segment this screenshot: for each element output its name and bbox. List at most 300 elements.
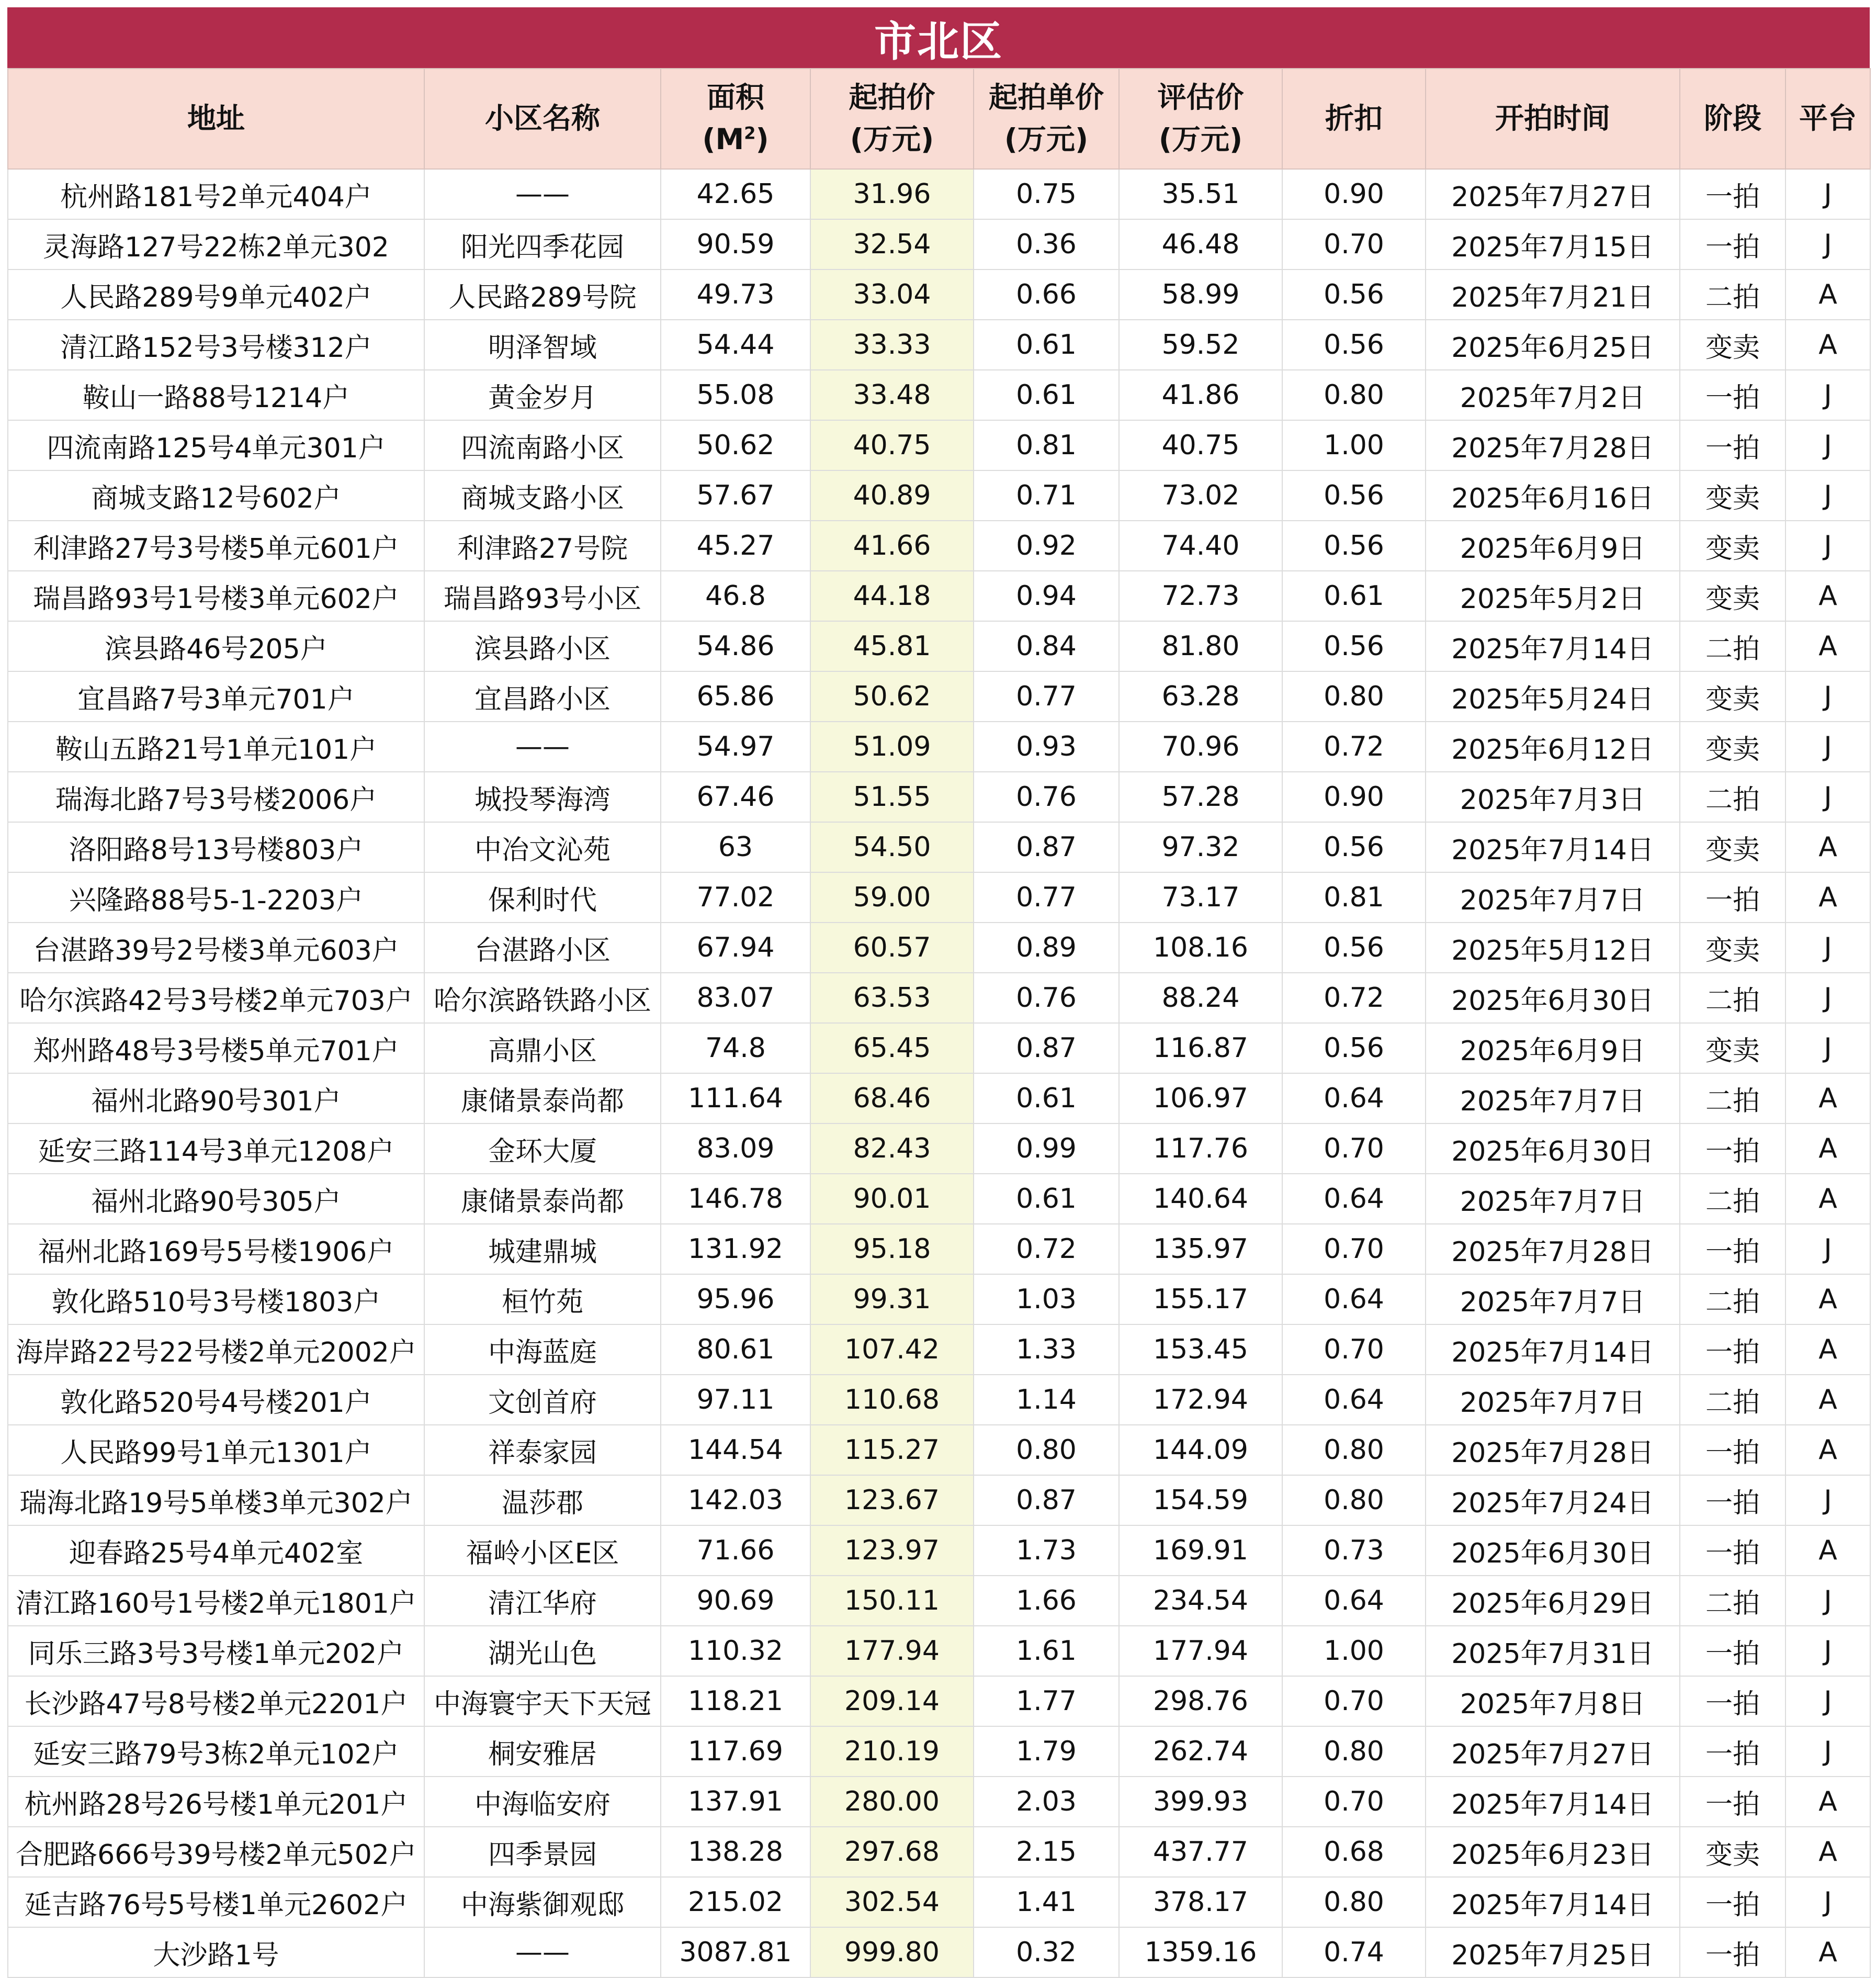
- unit-price-cell: 0.89: [974, 923, 1119, 973]
- appraisal-cell: 108.16: [1119, 923, 1282, 973]
- unit-price-cell: 2.03: [974, 1777, 1119, 1827]
- platform-cell: J: [1785, 470, 1870, 521]
- platform-cell: J: [1785, 1576, 1870, 1626]
- district-title: 市北区: [7, 7, 1870, 68]
- auction-time-cell: 2025年6月25日: [1426, 320, 1680, 370]
- start-price-cell: 123.97: [810, 1525, 974, 1576]
- community-cell: 城投琴海湾: [424, 772, 661, 822]
- header-appraisal: 评估价 (万元): [1119, 69, 1282, 169]
- auction-sheet: [7, 7, 1870, 1978]
- area-cell: 54.97: [661, 722, 810, 772]
- table-row: [8, 822, 1870, 872]
- unit-price-cell: 0.94: [974, 571, 1119, 621]
- stage-cell: 变卖: [1680, 1023, 1785, 1073]
- stage-cell: 一拍: [1680, 1777, 1785, 1827]
- stage-cell: 二拍: [1680, 1274, 1785, 1324]
- platform-cell: A: [1785, 1525, 1870, 1576]
- unit-price-cell: 0.36: [974, 219, 1119, 269]
- start-price-cell: 115.27: [810, 1425, 974, 1475]
- unit-price-cell: 1.03: [974, 1274, 1119, 1324]
- address-cell: 迎春路25号4单元402室: [8, 1525, 424, 1576]
- unit-price-cell: 0.87: [974, 822, 1119, 872]
- auction-time-cell: 2025年7月2日: [1426, 370, 1680, 420]
- platform-cell: J: [1785, 420, 1870, 470]
- platform-cell: A: [1785, 1777, 1870, 1827]
- start-price-cell: 33.33: [810, 320, 974, 370]
- stage-cell: 二拍: [1680, 269, 1785, 320]
- appraisal-cell: 46.48: [1119, 219, 1282, 269]
- start-price-cell: 63.53: [810, 973, 974, 1023]
- address-cell: 同乐三路3号3号楼1单元202户: [8, 1626, 424, 1676]
- table-row: [8, 872, 1870, 923]
- stage-cell: 一拍: [1680, 1324, 1785, 1375]
- platform-cell: A: [1785, 1073, 1870, 1123]
- community-cell: 阳光四季花园: [424, 219, 661, 269]
- table-row: [8, 1073, 1870, 1123]
- community-cell: 高鼎小区: [424, 1023, 661, 1073]
- auction-time-cell: 2025年6月16日: [1426, 470, 1680, 521]
- stage-cell: 变卖: [1680, 521, 1785, 571]
- community-cell: ——: [424, 1927, 661, 1977]
- start-price-cell: 40.89: [810, 470, 974, 521]
- start-price-cell: 33.04: [810, 269, 974, 320]
- unit-price-cell: 1.41: [974, 1877, 1119, 1927]
- auction-time-cell: 2025年7月28日: [1426, 420, 1680, 470]
- area-cell: 54.44: [661, 320, 810, 370]
- area-cell: 215.02: [661, 1877, 810, 1927]
- discount-cell: 0.70: [1282, 1324, 1426, 1375]
- unit-price-cell: 0.72: [974, 1224, 1119, 1274]
- header-auction-time: 开拍时间: [1426, 69, 1680, 169]
- community-cell: 中海临安府: [424, 1777, 661, 1827]
- table-row: [8, 1224, 1870, 1274]
- area-cell: 71.66: [661, 1525, 810, 1576]
- address-cell: 滨县路46号205户: [8, 621, 424, 671]
- unit-price-cell: 1.33: [974, 1324, 1119, 1375]
- appraisal-cell: 437.77: [1119, 1827, 1282, 1877]
- platform-cell: J: [1785, 370, 1870, 420]
- appraisal-cell: 106.97: [1119, 1073, 1282, 1123]
- unit-price-cell: 0.61: [974, 1174, 1119, 1224]
- discount-cell: 0.56: [1282, 320, 1426, 370]
- auction-time-cell: 2025年7月21日: [1426, 269, 1680, 320]
- community-cell: 清江华府: [424, 1576, 661, 1626]
- stage-cell: 二拍: [1680, 1375, 1785, 1425]
- auction-time-cell: 2025年6月9日: [1426, 521, 1680, 571]
- auction-time-cell: 2025年7月7日: [1426, 1073, 1680, 1123]
- discount-cell: 0.61: [1282, 571, 1426, 621]
- area-cell: 90.69: [661, 1576, 810, 1626]
- unit-price-cell: 0.93: [974, 722, 1119, 772]
- appraisal-cell: 378.17: [1119, 1877, 1282, 1927]
- start-price-cell: 107.42: [810, 1324, 974, 1375]
- platform-cell: A: [1785, 872, 1870, 923]
- address-cell: 四流南路125号4单元301户: [8, 420, 424, 470]
- area-cell: 67.94: [661, 923, 810, 973]
- discount-cell: 0.56: [1282, 923, 1426, 973]
- table-row: [8, 219, 1870, 269]
- start-price-cell: 95.18: [810, 1224, 974, 1274]
- community-cell: ——: [424, 169, 661, 219]
- table-row: [8, 1927, 1870, 1977]
- auction-time-cell: 2025年7月7日: [1426, 1274, 1680, 1324]
- area-cell: 110.32: [661, 1626, 810, 1676]
- unit-price-cell: 0.76: [974, 772, 1119, 822]
- start-price-cell: 82.43: [810, 1123, 974, 1174]
- unit-price-cell: 0.76: [974, 973, 1119, 1023]
- table-row: [8, 1475, 1870, 1525]
- header-community: 小区名称: [424, 69, 661, 169]
- platform-cell: A: [1785, 1827, 1870, 1877]
- discount-cell: 0.68: [1282, 1827, 1426, 1877]
- auction-time-cell: 2025年7月7日: [1426, 1375, 1680, 1425]
- area-cell: 146.78: [661, 1174, 810, 1224]
- address-cell: 清江路152号3号楼312户: [8, 320, 424, 370]
- discount-cell: 0.72: [1282, 973, 1426, 1023]
- table-row: [8, 370, 1870, 420]
- start-price-cell: 40.75: [810, 420, 974, 470]
- table-row: [8, 1626, 1870, 1676]
- area-cell: 49.73: [661, 269, 810, 320]
- auction-time-cell: 2025年7月27日: [1426, 1726, 1680, 1777]
- header-start-price: 起拍价 (万元): [810, 69, 974, 169]
- start-price-cell: 54.50: [810, 822, 974, 872]
- stage-cell: 二拍: [1680, 973, 1785, 1023]
- auction-time-cell: 2025年7月14日: [1426, 1324, 1680, 1375]
- address-cell: 延安三路114号3单元1208户: [8, 1123, 424, 1174]
- area-cell: 144.54: [661, 1425, 810, 1475]
- platform-cell: A: [1785, 1927, 1870, 1977]
- table-row: [8, 1174, 1870, 1224]
- address-cell: 兴隆路88号5-1-2203户: [8, 872, 424, 923]
- address-cell: 台湛路39号2号楼3单元603户: [8, 923, 424, 973]
- unit-price-cell: 0.77: [974, 671, 1119, 722]
- discount-cell: 0.64: [1282, 1576, 1426, 1626]
- platform-cell: J: [1785, 671, 1870, 722]
- table-row: [8, 571, 1870, 621]
- appraisal-cell: 40.75: [1119, 420, 1282, 470]
- platform-cell: J: [1785, 1726, 1870, 1777]
- table-row: [8, 722, 1870, 772]
- appraisal-cell: 169.91: [1119, 1525, 1282, 1576]
- table-row: [8, 1827, 1870, 1877]
- auction-time-cell: 2025年6月23日: [1426, 1827, 1680, 1877]
- auction-time-cell: 2025年7月28日: [1426, 1224, 1680, 1274]
- auction-time-cell: 2025年6月29日: [1426, 1576, 1680, 1626]
- unit-price-cell: 0.75: [974, 169, 1119, 219]
- community-cell: 康储景泰尚都: [424, 1073, 661, 1123]
- auction-time-cell: 2025年7月28日: [1426, 1425, 1680, 1475]
- platform-cell: A: [1785, 1324, 1870, 1375]
- appraisal-cell: 172.94: [1119, 1375, 1282, 1425]
- unit-price-cell: 0.92: [974, 521, 1119, 571]
- auction-time-cell: 2025年7月8日: [1426, 1676, 1680, 1726]
- start-price-cell: 33.48: [810, 370, 974, 420]
- community-cell: 中海蓝庭: [424, 1324, 661, 1375]
- header-row: [8, 69, 1870, 169]
- appraisal-cell: 88.24: [1119, 973, 1282, 1023]
- table-row: [8, 1123, 1870, 1174]
- area-cell: 90.59: [661, 219, 810, 269]
- auction-time-cell: 2025年7月14日: [1426, 621, 1680, 671]
- stage-cell: 变卖: [1680, 822, 1785, 872]
- start-price-cell: 210.19: [810, 1726, 974, 1777]
- appraisal-cell: 72.73: [1119, 571, 1282, 621]
- community-cell: 利津路27号院: [424, 521, 661, 571]
- table-row: [8, 1274, 1870, 1324]
- address-cell: 郑州路48号3号楼5单元701户: [8, 1023, 424, 1073]
- table-row: [8, 1777, 1870, 1827]
- address-cell: 福州北路90号301户: [8, 1073, 424, 1123]
- start-price-cell: 302.54: [810, 1877, 974, 1927]
- unit-price-cell: 0.81: [974, 420, 1119, 470]
- address-cell: 洛阳路8号13号楼803户: [8, 822, 424, 872]
- stage-cell: 一拍: [1680, 1224, 1785, 1274]
- start-price-cell: 177.94: [810, 1626, 974, 1676]
- stage-cell: 变卖: [1680, 722, 1785, 772]
- community-cell: 中海紫御观邸: [424, 1877, 661, 1927]
- appraisal-cell: 81.80: [1119, 621, 1282, 671]
- address-cell: 鞍山一路88号1214户: [8, 370, 424, 420]
- area-cell: 74.8: [661, 1023, 810, 1073]
- address-cell: 敦化路520号4号楼201户: [8, 1375, 424, 1425]
- stage-cell: 变卖: [1680, 470, 1785, 521]
- stage-cell: 一拍: [1680, 1525, 1785, 1576]
- platform-cell: J: [1785, 1676, 1870, 1726]
- table-row: [8, 621, 1870, 671]
- unit-price-cell: 0.61: [974, 1073, 1119, 1123]
- appraisal-cell: 155.17: [1119, 1274, 1282, 1324]
- auction-time-cell: 2025年6月30日: [1426, 973, 1680, 1023]
- discount-cell: 0.70: [1282, 1123, 1426, 1174]
- table-row: [8, 1726, 1870, 1777]
- start-price-cell: 51.55: [810, 772, 974, 822]
- appraisal-cell: 262.74: [1119, 1726, 1282, 1777]
- platform-cell: J: [1785, 722, 1870, 772]
- discount-cell: 0.64: [1282, 1274, 1426, 1324]
- address-cell: 人民路99号1单元1301户: [8, 1425, 424, 1475]
- stage-cell: 变卖: [1680, 571, 1785, 621]
- unit-price-cell: 0.80: [974, 1425, 1119, 1475]
- auction-time-cell: 2025年7月14日: [1426, 1877, 1680, 1927]
- community-cell: 福岭小区E区: [424, 1525, 661, 1576]
- table-row: [8, 1023, 1870, 1073]
- stage-cell: 变卖: [1680, 1827, 1785, 1877]
- unit-price-cell: 1.14: [974, 1375, 1119, 1425]
- area-cell: 138.28: [661, 1827, 810, 1877]
- address-cell: 宜昌路7号3单元701户: [8, 671, 424, 722]
- discount-cell: 0.64: [1282, 1174, 1426, 1224]
- community-cell: ——: [424, 722, 661, 772]
- platform-cell: A: [1785, 1274, 1870, 1324]
- start-price-cell: 32.54: [810, 219, 974, 269]
- platform-cell: A: [1785, 621, 1870, 671]
- table-row: [8, 1525, 1870, 1576]
- platform-cell: A: [1785, 822, 1870, 872]
- auction-time-cell: 2025年5月12日: [1426, 923, 1680, 973]
- address-cell: 延吉路76号5号楼1单元2602户: [8, 1877, 424, 1927]
- community-cell: 明泽智域: [424, 320, 661, 370]
- unit-price-cell: 0.84: [974, 621, 1119, 671]
- unit-price-cell: 0.71: [974, 470, 1119, 521]
- appraisal-cell: 234.54: [1119, 1576, 1282, 1626]
- platform-cell: J: [1785, 1224, 1870, 1274]
- start-price-cell: 297.68: [810, 1827, 974, 1877]
- discount-cell: 0.70: [1282, 1224, 1426, 1274]
- area-cell: 118.21: [661, 1676, 810, 1726]
- auction-time-cell: 2025年7月24日: [1426, 1475, 1680, 1525]
- unit-price-cell: 1.73: [974, 1525, 1119, 1576]
- start-price-cell: 44.18: [810, 571, 974, 621]
- unit-price-cell: 1.61: [974, 1626, 1119, 1676]
- table-row: [8, 1425, 1870, 1475]
- platform-cell: J: [1785, 923, 1870, 973]
- discount-cell: 0.80: [1282, 1425, 1426, 1475]
- header-unit-price: 起拍单价 (万元): [974, 69, 1119, 169]
- unit-price-cell: 0.61: [974, 370, 1119, 420]
- address-cell: 合肥路666号39号楼2单元502户: [8, 1827, 424, 1877]
- auction-time-cell: 2025年7月27日: [1426, 169, 1680, 219]
- platform-cell: J: [1785, 1877, 1870, 1927]
- community-cell: 文创首府: [424, 1375, 661, 1425]
- discount-cell: 0.80: [1282, 1475, 1426, 1525]
- area-cell: 45.27: [661, 521, 810, 571]
- discount-cell: 0.73: [1282, 1525, 1426, 1576]
- table-row: [8, 420, 1870, 470]
- discount-cell: 0.56: [1282, 521, 1426, 571]
- community-cell: 温莎郡: [424, 1475, 661, 1525]
- address-cell: 清江路160号1号楼2单元1801户: [8, 1576, 424, 1626]
- discount-cell: 0.70: [1282, 1777, 1426, 1827]
- discount-cell: 0.56: [1282, 1023, 1426, 1073]
- appraisal-cell: 63.28: [1119, 671, 1282, 722]
- discount-cell: 0.70: [1282, 219, 1426, 269]
- unit-price-cell: 0.77: [974, 872, 1119, 923]
- stage-cell: 二拍: [1680, 1174, 1785, 1224]
- appraisal-cell: 73.02: [1119, 470, 1282, 521]
- appraisal-cell: 399.93: [1119, 1777, 1282, 1827]
- appraisal-cell: 41.86: [1119, 370, 1282, 420]
- table-row: [8, 269, 1870, 320]
- table-row: [8, 320, 1870, 370]
- stage-cell: 二拍: [1680, 772, 1785, 822]
- stage-cell: 变卖: [1680, 671, 1785, 722]
- stage-cell: 一拍: [1680, 1877, 1785, 1927]
- area-cell: 50.62: [661, 420, 810, 470]
- address-cell: 人民路289号9单元402户: [8, 269, 424, 320]
- area-cell: 83.07: [661, 973, 810, 1023]
- stage-cell: 二拍: [1680, 621, 1785, 671]
- community-cell: 中海寰宇天下天冠: [424, 1676, 661, 1726]
- start-price-cell: 150.11: [810, 1576, 974, 1626]
- community-cell: 湖光山色: [424, 1626, 661, 1676]
- platform-cell: A: [1785, 1375, 1870, 1425]
- appraisal-cell: 59.52: [1119, 320, 1282, 370]
- area-cell: 55.08: [661, 370, 810, 420]
- start-price-cell: 280.00: [810, 1777, 974, 1827]
- unit-price-cell: 0.61: [974, 320, 1119, 370]
- address-cell: 鞍山五路21号1单元101户: [8, 722, 424, 772]
- start-price-cell: 99.31: [810, 1274, 974, 1324]
- start-price-cell: 59.00: [810, 872, 974, 923]
- appraisal-cell: 153.45: [1119, 1324, 1282, 1375]
- unit-price-cell: 0.87: [974, 1023, 1119, 1073]
- auction-table: [7, 68, 1871, 1978]
- table-body: [8, 169, 1870, 1977]
- address-cell: 大沙路1号: [8, 1927, 424, 1977]
- auction-time-cell: 2025年7月31日: [1426, 1626, 1680, 1676]
- unit-price-cell: 1.79: [974, 1726, 1119, 1777]
- discount-cell: 0.80: [1282, 671, 1426, 722]
- discount-cell: 0.81: [1282, 872, 1426, 923]
- stage-cell: 一拍: [1680, 1123, 1785, 1174]
- stage-cell: 二拍: [1680, 1576, 1785, 1626]
- auction-time-cell: 2025年7月14日: [1426, 822, 1680, 872]
- appraisal-cell: 144.09: [1119, 1425, 1282, 1475]
- header-stage: 阶段: [1680, 69, 1785, 169]
- start-price-cell: 50.62: [810, 671, 974, 722]
- start-price-cell: 60.57: [810, 923, 974, 973]
- auction-time-cell: 2025年7月3日: [1426, 772, 1680, 822]
- area-cell: 42.65: [661, 169, 810, 219]
- community-cell: 黄金岁月: [424, 370, 661, 420]
- area-cell: 3087.81: [661, 1927, 810, 1977]
- community-cell: 桓竹苑: [424, 1274, 661, 1324]
- community-cell: 宜昌路小区: [424, 671, 661, 722]
- auction-time-cell: 2025年7月15日: [1426, 219, 1680, 269]
- community-cell: 四季景园: [424, 1827, 661, 1877]
- table-row: [8, 1324, 1870, 1375]
- area-cell: 137.91: [661, 1777, 810, 1827]
- appraisal-cell: 298.76: [1119, 1676, 1282, 1726]
- discount-cell: 0.64: [1282, 1073, 1426, 1123]
- table-row: [8, 1676, 1870, 1726]
- discount-cell: 0.74: [1282, 1927, 1426, 1977]
- platform-cell: J: [1785, 1023, 1870, 1073]
- start-price-cell: 65.45: [810, 1023, 974, 1073]
- platform-cell: J: [1785, 1626, 1870, 1676]
- stage-cell: 一拍: [1680, 1676, 1785, 1726]
- discount-cell: 0.80: [1282, 1877, 1426, 1927]
- address-cell: 杭州路181号2单元404户: [8, 169, 424, 219]
- address-cell: 灵海路127号22栋2单元302: [8, 219, 424, 269]
- start-price-cell: 209.14: [810, 1676, 974, 1726]
- start-price-cell: 999.80: [810, 1927, 974, 1977]
- address-cell: 利津路27号3号楼5单元601户: [8, 521, 424, 571]
- auction-time-cell: 2025年6月30日: [1426, 1123, 1680, 1174]
- start-price-cell: 110.68: [810, 1375, 974, 1425]
- header-area: 面积 $(M^2)$: [661, 69, 810, 169]
- unit-price-cell: 0.66: [974, 269, 1119, 320]
- auction-time-cell: 2025年5月2日: [1426, 571, 1680, 621]
- table-row: [8, 521, 1870, 571]
- community-cell: 城建鼎城: [424, 1224, 661, 1274]
- platform-cell: A: [1785, 571, 1870, 621]
- start-price-cell: 45.81: [810, 621, 974, 671]
- appraisal-cell: 58.99: [1119, 269, 1282, 320]
- auction-time-cell: 2025年7月25日: [1426, 1927, 1680, 1977]
- address-cell: 商城支路12号602户: [8, 470, 424, 521]
- address-cell: 海岸路22号22号楼2单元2002户: [8, 1324, 424, 1375]
- auction-time-cell: 2025年7月14日: [1426, 1777, 1680, 1827]
- area-cell: 67.46: [661, 772, 810, 822]
- platform-cell: J: [1785, 169, 1870, 219]
- appraisal-cell: 135.97: [1119, 1224, 1282, 1274]
- unit-price-cell: 1.66: [974, 1576, 1119, 1626]
- community-cell: 中冶文沁苑: [424, 822, 661, 872]
- appraisal-cell: 177.94: [1119, 1626, 1282, 1676]
- stage-cell: 一拍: [1680, 1927, 1785, 1977]
